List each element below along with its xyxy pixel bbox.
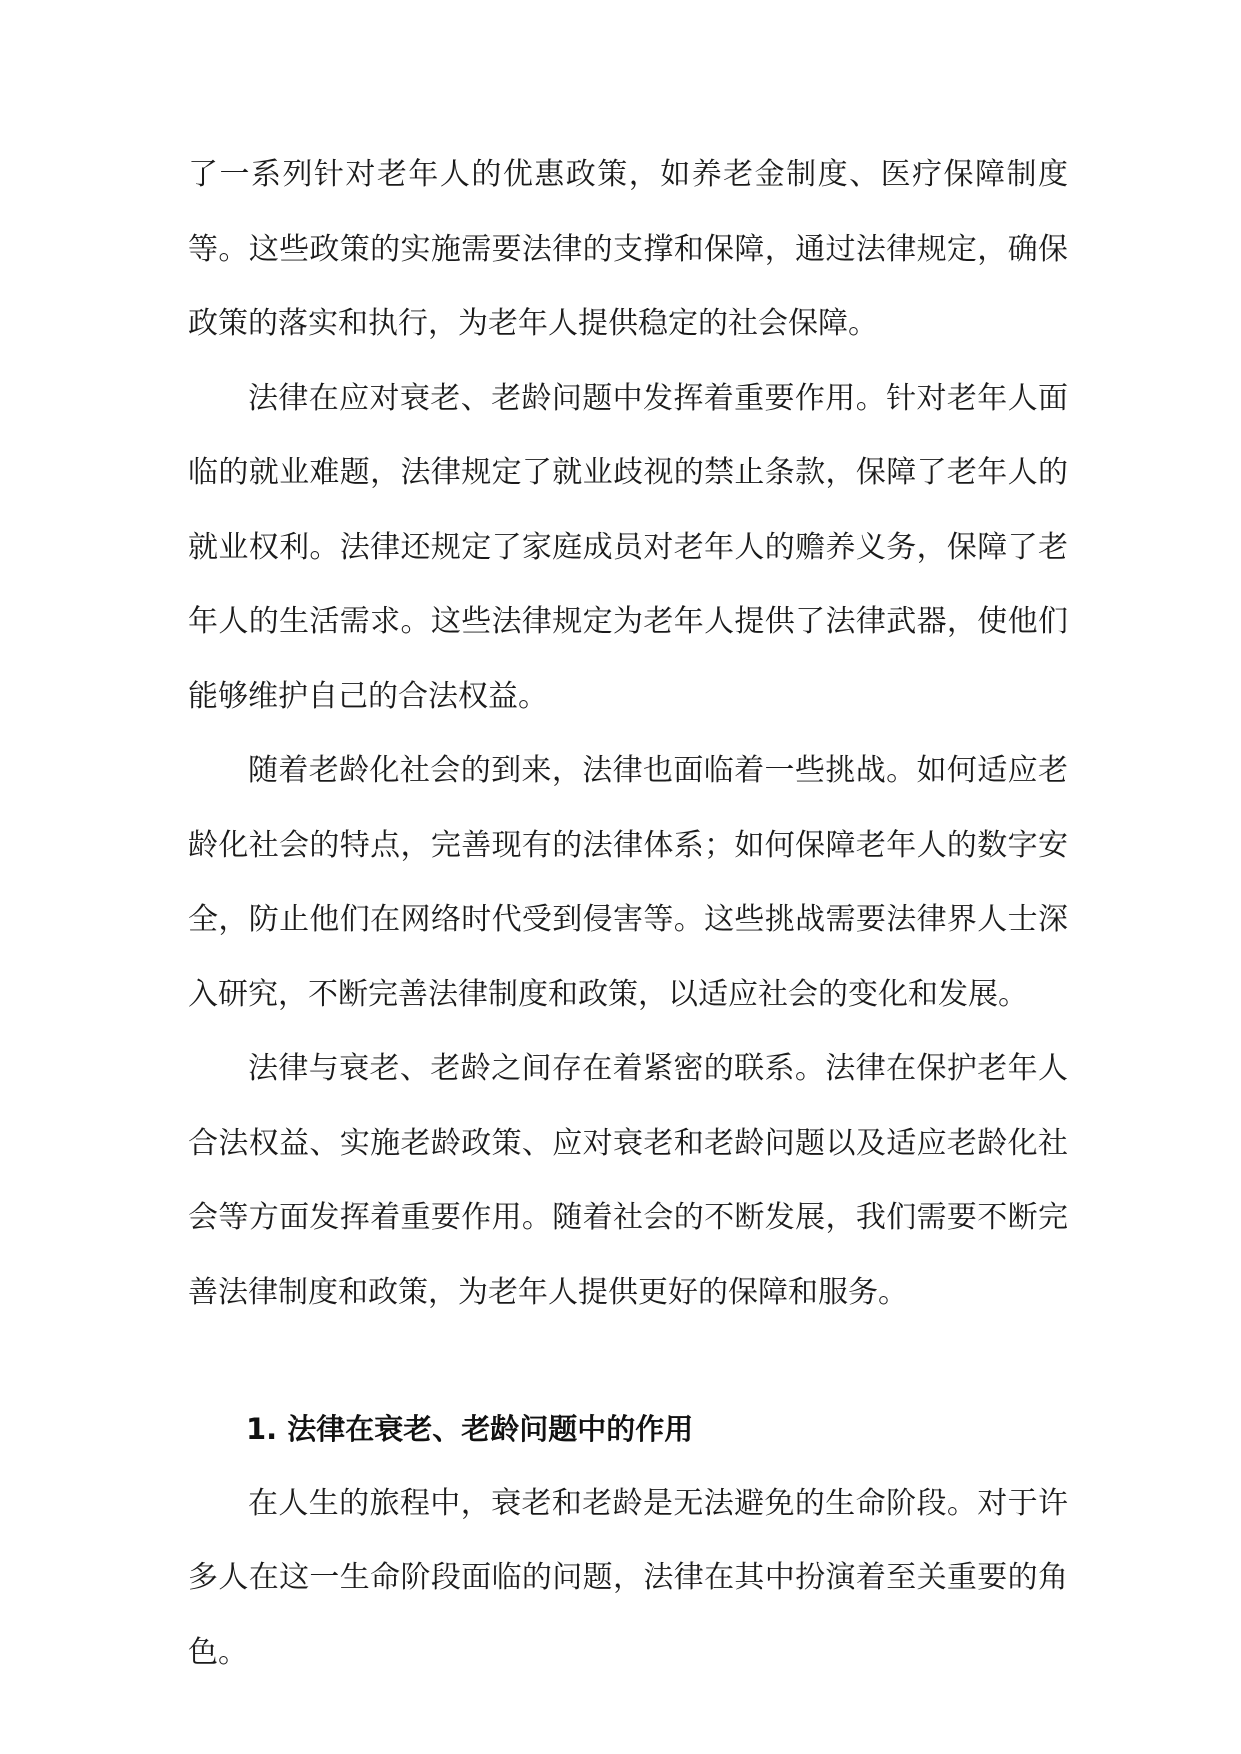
paragraph-1: 了一系列针对老年人的优惠政策，如养老金制度、医疗保障制度等。这些政策的实施需要法律的支撑和保障，通过法律规定，确保政策的落实和执行，为老年人提供稳定的社会保障。 — [188, 157, 1068, 341]
section-paragraph: 在人生的旅程中，衰老和老龄是无法避免的生命阶段。对于许多人在这一生命阶段面临的问题，法律在其中扮演着至关重要的角色。 — [188, 1485, 1068, 1670]
paragraph-4: 法律与衰老、老龄之间存在着紧密的联系。法律在保护老年人合法权益、实施老龄政策、应对衰老和老龄问题以及适应老龄化社会等方面发挥着重要作用。随着社会的不断发展，我们需要不断完善法律制度和政策，为老年人提供更好的保障和服务。 — [188, 1051, 1068, 1310]
paragraph-3: 随着老龄化社会的到来，法律也面临着一些挑战。如何适应老龄化社会的特点，完善现有的法律体系；如何保障老年人的数字安全，防止他们在网络时代受到侵害等。这些挑战需要法律界人士深入研究，不断完善法律制度和政策，以适应社会的变化和发展。 — [188, 753, 1068, 1012]
section-spacer — [188, 1330, 1068, 1392]
document-body — [188, 138, 1068, 1690]
paragraph-2: 法律在应对衰老、老龄问题中发挥着重要作用。针对老年人面临的就业难题，法律规定了就业歧视的禁止条款，保障了老年人的就业权利。法律还规定了家庭成员对老年人的赡养义务，保障了老年人的生活需求。这些法律规定为老年人提供了法律武器，使他们能够维护自己的合法权益。 — [188, 380, 1068, 714]
section-heading: 1. 法律在衰老、老龄问题中的作用 — [246, 1412, 694, 1446]
